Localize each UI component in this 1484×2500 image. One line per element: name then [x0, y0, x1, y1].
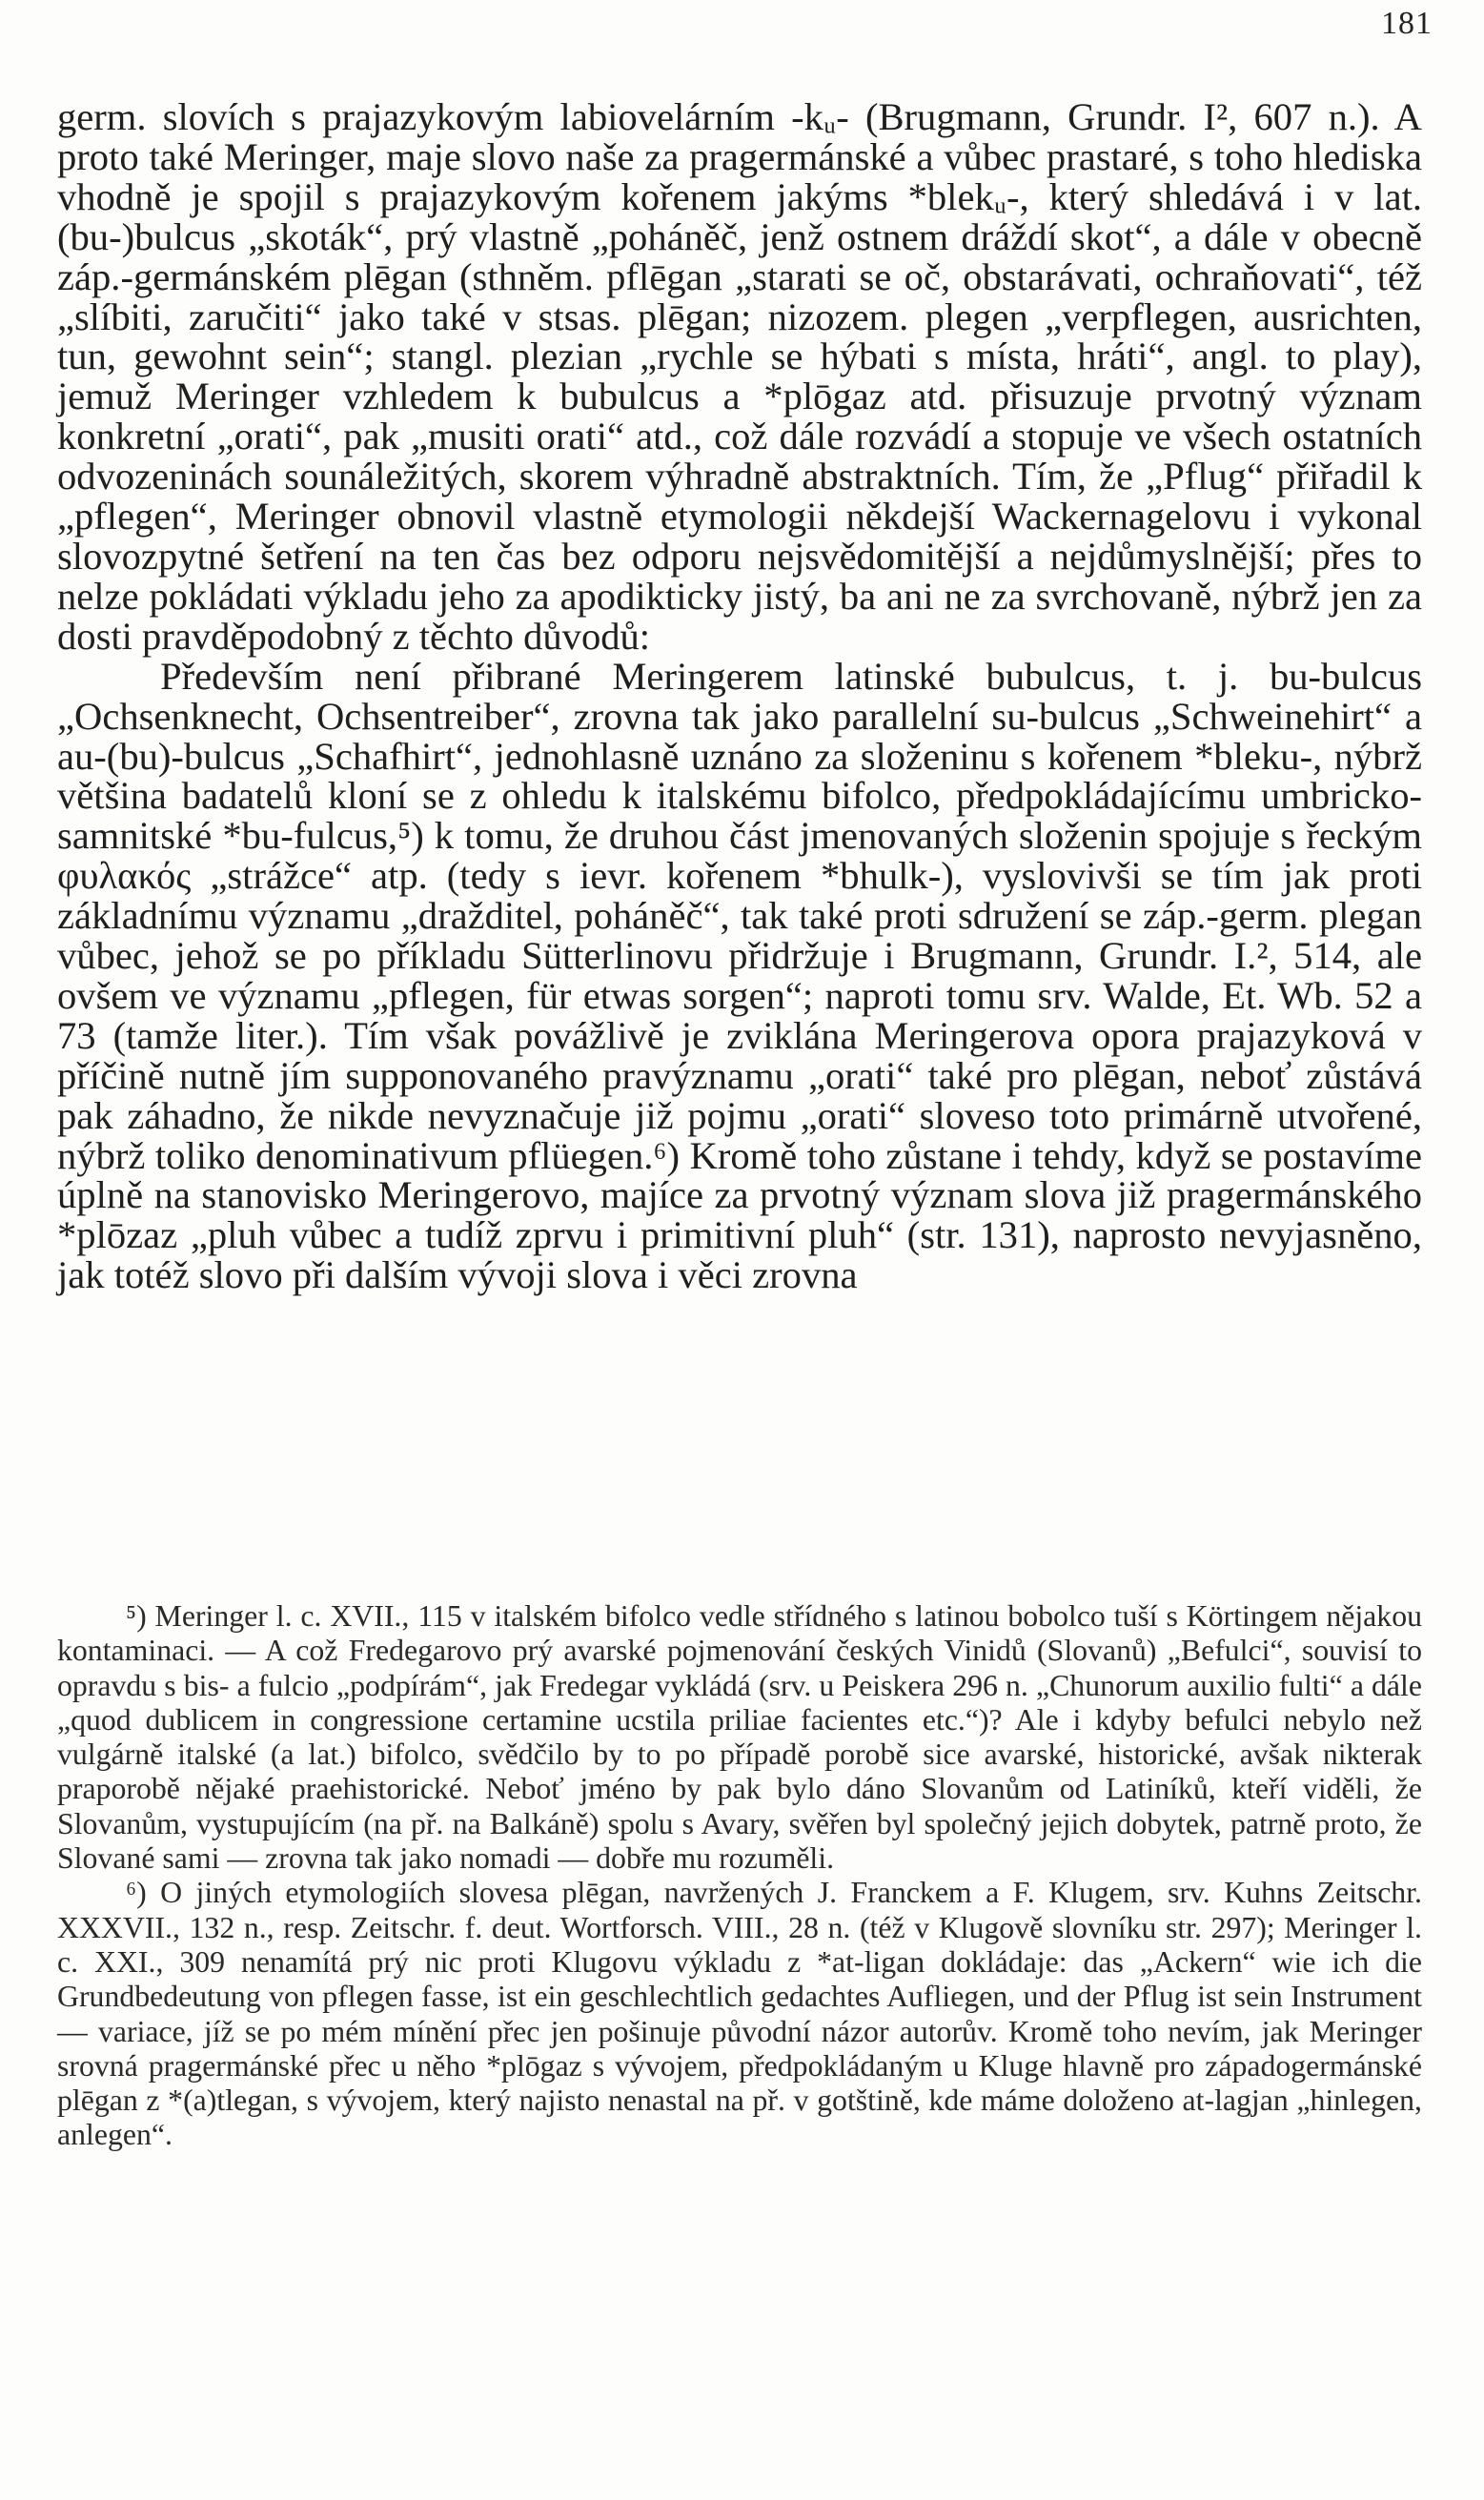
- footnote-6: ⁶) O jiných etymologiích slovesa plēgan, navržených J. Franckem a F. Klugem, srv. Kuhns Zeitschr. XXXVII., 132 n., resp. Zeitschr. f. deut. Wortforsch. VIII., 28 n. (též v Klugově slovníku str. 297); Meringer l. c. XXI., 309 nenamítá prý nic proti Klugovu výkladu z *at-ligan dokládaje: das „Ackern“ wie ich die Grundbedeutung von pflegen fasse, ist ein geschlechtlich gedachtes Aufliegen, und der Pflug ist sein Instrument — variace, jíž se po mém mínění přec jen pošinuje původní názor autorův. Kromě toho nevím, jak Meringer srovná pragermánské přec u něho *plōgaz s vývojem, předpokládaným u Kluge hlavně pro západogermánské plēgan z *(a)tlegan, s vývojem, který najisto nenastal na př. v gotštině, kde máme doloženo at-lagjan „hinlegen, anlegen“.: [57, 1876, 1422, 2152]
- body-paragraph: Především není přibrané Meringerem latinské bubulcus, t. j. bu-bulcus „Ochsenknecht, Ochsentreiber“, zrovna tak jako parallelní su-bulcus „Schweinehirt“ a au-(bu)-bulcus „Schafhirt“, jednohlasně uznáno za složeninu s kořenem *bleku-, nýbrž většina badatelů kloní se z ohledu k italskému bifolco, předpokládajícímu umbricko-samnitské *bu-fulcus,⁵) k tomu, že druhou část jmenovaných složenin spojuje s řeckým φυλακός „strážce“ atp. (tedy s ievr. kořenem *bhulk-), vyslovivši se tím jak proti základnímu významu „dražditel, poháněč“, tak také proti sdružení se záp.-germ. plegan vůbec, jehož se po příkladu Sütterlinovu přidržuje i Brugmann, Grundr. I.², 514, ale ovšem ve významu „pflegen, für etwas sorgen“; naproti tomu srv. Walde, Et. Wb. 52 a 73 (tamže liter.). Tím však povážlivě je zviklána Meringerova opora prajazyková v příčině nutně jím supponovaného pravýznamu „orati“ také pro plēgan, neboť zůstává pak záhadno, že nikde nevyznačuje již pojmu „orati“ sloveso toto primárně utvořené, nýbrž toliko denominativum pflüegen.⁶) Kromě toho zůstane i tehdy, když se postavíme úplně na stanovisko Meringerovo, majíce za prvotný význam slova již pragermánského *plōzaz „pluh vůbec a tudíž zprvu i primitivní pluh“ (str. 131), naprosto nevyjasněno, jak totéž slovo při dalším vývoji slova i věci zrovna: [57, 654, 1422, 1297]
- footnotes: [57, 1599, 1422, 2153]
- body-paragraph: germ. slovích s prajazykovým labiovelárním -kᵤ- (Brugmann, Grundr. I², 607 n.). A proto také Meringer, maje slovo naše za pragermánské a vůbec prastaré, s toho hlediska vhodně je spojil s prajazykovým kořenem jakýms *blekᵤ-, který shledává i v lat. (bu-)bulcus „skoták“, prý vlastně „poháněč, jenž ostnem dráždí skot“, a dále v obecně záp.-germánském plēgan (sthněm. pflēgan „starati se oč, obstarávati, ochraňovati“, též „slíbiti, zaručiti“ jako také v stsas. plēgan; nizozem. plegen „verpflegen, ausrichten, tun, gewohnt sein“; stangl. plezian „rychle se hýbati s místa, hráti“, angl. to play), jemuž Meringer vzhledem k bubulcus a *plōgaz atd. přisuzuje prvotný význam konkretní „orati“, pak „musiti orati“ atd., což dále rozvádí a stopuje ve všech ostatních odvozeninách sounáležitých, skorem výhradně abstraktních. Tím, že „Pflug“ přiřadil k „pflegen“, Meringer obnovil vlastně etymologii někdejší Wackernagelovu i vykonal slovozpytné šetření na ten čas bez odporu nejsvědomitější a nejdůmyslnější; přes to nelze pokládati výkladu jeho za apodikticky jistý, ba ani ne za svrchovaně, nýbrž jen za dosti pravděpodobný z těchto důvodů:: [57, 95, 1422, 658]
- footnote-5: ⁵) Meringer l. c. XVII., 115 v italském bifolco vedle střídného s latinou bobolco tuší s Körtingem nějakou kontaminaci. — A což Fredegarovo prý avarské pojmenování českých Vinidů (Slovanů) „Befulci“, souvisí to opravdu s bis- a fulcio „podpírám“, jak Fredegar vykládá (srv. u Peiskera 296 n. „Chunorum auxilio fulti“ a dále „quod dublicem in congressione certamine ucstila priliae facientes etc.“)? Ale i kdyby befulci nebylo než vulgárně italské (a lat.) bifolco, svědčilo by to po případě porobě sice avarské, historické, avšak nikterak praporobě nějaké praehistorické. Neboť jméno by pak bylo dáno Slovanům od Latiníků, kteří viděli, že Slovanům, vystupujícím (na př. na Balkáně) spolu s Avary, svěřen byl společný jejich dobytek, patrně proto, že Slované sami — zrovna tak jako nomadi — dobře mu rozuměli.: [57, 1599, 1422, 1876]
- body-text: [57, 97, 1422, 1295]
- page-number: 181: [1381, 6, 1433, 41]
